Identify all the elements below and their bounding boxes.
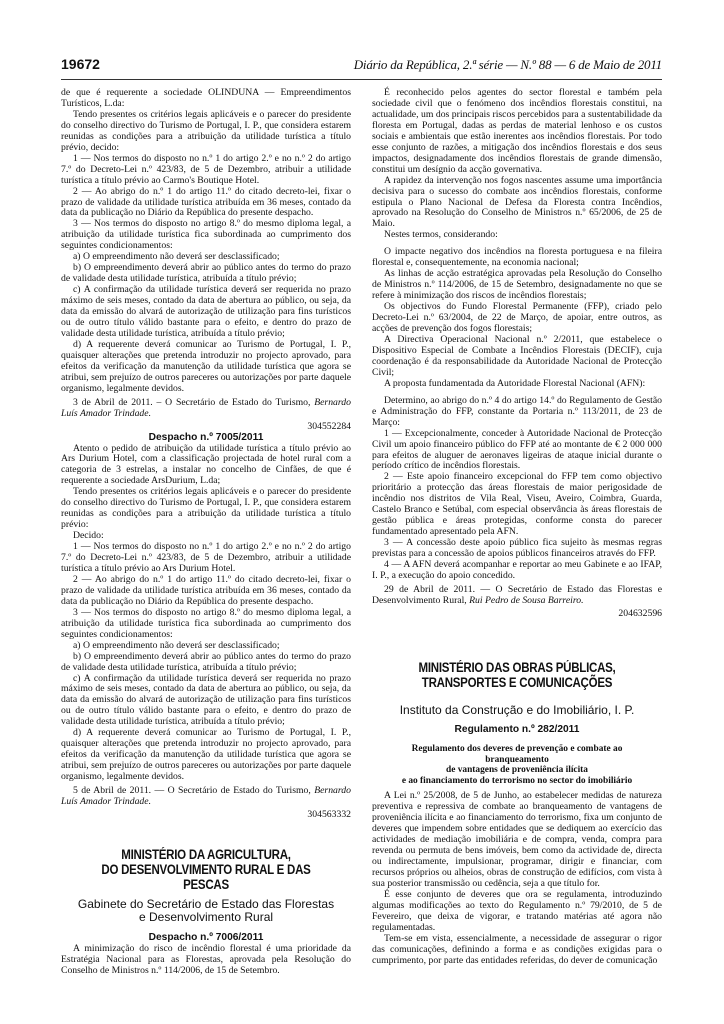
document-code: 304563332 [307, 808, 351, 820]
paragraph: Tendo presentes os critérios legais aplicáveis e o parecer do presidente do conselho directivo do Turismo de Portugal, I. P., que considera estarem reunidas as condições para a atribuição da utilidade turística a título prévio, decido: [61, 108, 351, 153]
signature: 3 de Abril de 2011. – O Secretário de Estado do Turismo, Bernardo Luís Amador Trindade. [61, 396, 351, 419]
paragraph: d) A requerente deverá comunicar ao Turismo de Portugal, I. P., quaisquer alterações que pretenda introduzir no projecto aprovado, para efeitos da verificação da manutenção da utilidade turística que agora se atribui, sem prejuízo de outros pareceres ou autorizações por parte daquele organismo, legalmente devidos. [61, 338, 351, 394]
paragraph: Decido: [73, 530, 104, 542]
page-header [61, 56, 662, 78]
paragraph: d) A requerente deverá comunicar ao Turismo de Portugal, I. P., quaisquer alterações que pretenda introduzir no projecto aprovado, para efeitos da verificação da manutenção da utilidade turística que agora se atribui, sem prejuízo de outros pareceres ou autorizações por parte daquele organismo, legalmente devidos. [61, 727, 351, 783]
header-rule [61, 79, 662, 80]
paragraph: 2 — Ao abrigo do n.º 1 do artigo 11.º do citado decreto-lei, fixar o prazo de validade da utilidade turística atribuída em 36 meses, contado da data da publicação no Diário da República do presente despacho. [61, 573, 351, 607]
paragraph: c) A confirmação da utilidade turística deverá ser requerida no prazo máximo de seis meses, contado da data de abertura ao público, ou seja, da data da emissão do alvará de autorização de utilização para fins turísticos ou de outro título válido bastante para o efeito, e dentro do prazo de validade desta utilidade turística, atribuída a título prévio; [61, 672, 351, 728]
paragraph: 3 — Nos termos do disposto no artigo 8.º do mesmo diploma legal, a atribuição da utilidade turística fica subordinada ao cumprimento dos seguintes condicionamentos: [61, 218, 351, 252]
paragraph: a) O empreendimento não deverá ser desclassificado; [73, 639, 280, 651]
right-column [372, 88, 662, 967]
signatory-name: Rui Pedro de Sousa Barreiro. [469, 594, 584, 606]
institute-heading: Instituto da Construção e do Imobiliário, I. P. [399, 702, 635, 717]
paragraph: A Directiva Operacional Nacional n.º 2/2011, que estabelece o Dispositivo Especial de Combate a Incêndios Florestais (DECIF), cuja coordenação é da responsabilidade da Autoridade Nacional de Protecção Civil; [372, 333, 662, 378]
paragraph: 1 — Nos termos do disposto no n.º 1 do artigo 2.º e no n.º 2 do artigo 7.º do Decreto-Lei n.º 423/83, de 5 de Dezembro, atribuir a utilidade turística a título prévio ao Carmo's Boutique Hotel. [61, 152, 351, 186]
paragraph: 3 — Nos termos do disposto no artigo 8.º do mesmo diploma legal, a atribuição da utilidade turística fica subordinada ao cumprimento dos seguintes condicionamentos: [61, 606, 351, 640]
paragraph: O impacte negativo dos incêndios na floresta portuguesa e na fileira florestal e, consequentemente, na economia nacional; [372, 246, 662, 269]
regulamento-heading: Regulamento n.º 282/2011 [454, 724, 580, 736]
ministry-heading: MINISTÉRIO DAS OBRAS PÚBLICAS, TRANSPORTES E COMUNICAÇÕES [418, 659, 616, 690]
paragraph: b) O empreendimento deverá abrir ao público antes do termo do prazo de validade desta utilidade turística, atribuída a título prévio; [61, 650, 351, 673]
journal-title: Diário da República, 2.ª série — N.º 88 — 6 de Maio de 2011 [353, 57, 662, 72]
page-number: 19672 [61, 56, 100, 72]
paragraph: 4 — A AFN deverá acompanhar e reportar ao meu Gabinete e ao IFAP, I. P., a execução do apoio concedido. [372, 559, 662, 581]
paragraph: É esse conjunto de deveres que ora se regulamenta, introduzindo algumas modificações ao texto do Regulamento n.º 79/2010, de 5 de Fevereiro, que deixa de vigorar, e tratando matérias até agora não regulamentadas. [372, 888, 662, 933]
paragraph: As linhas de acção estratégica aprovadas pela Resolução do Conselho de Ministros n.º 114/2006, de 15 de Setembro, designadamente no que se refere à minimização dos riscos de incêndios florestais; [372, 268, 662, 302]
paragraph: A rapidez da intervenção nos fogos nascentes assume uma importância decisiva para o sucesso do combate aos incêndios florestais, conforme estipula o Plano Nacional de Defesa da Floresta contra Incêndios, aprovado na Resolução do Conselho de Ministros n.º 65/2006, de 25 de Maio. [372, 174, 662, 230]
paragraph: b) O empreendimento deverá abrir ao público antes do termo do prazo de validade desta utilidade turística, atribuída a título prévio; [61, 262, 351, 285]
paragraph: 1 — Excepcionalmente, conceder à Autoridade Nacional de Protecção Civil um apoio financeiro público do FFP até ao montante de € 2 000 000 para efeitos de aluguer de aeronaves ligeiras de ataque inicial durante o período crítico de incêndios florestais. [372, 427, 662, 472]
document-code: 204632596 [618, 607, 662, 619]
paragraph: Tendo presentes os critérios legais aplicáveis e o parecer do presidente do conselho directivo do Turismo de Portugal, I. P., que considera estarem reunidas as condições para a atribuição da utilidade turística a título prévio: [61, 486, 351, 531]
paragraph: Tem-se em vista, essencialmente, a necessidade de assegurar o rigor das comunicações, definindo a forma e as condições exigidas para o cumprimento, por parte das entidades referidas, do dever de comunicação [372, 932, 662, 966]
despacho-heading: Despacho n.º 7006/2011 [148, 931, 264, 943]
paragraph: c) A confirmação da utilidade turística deverá ser requerida no prazo máximo de seis meses, contado da data de abertura ao público, ou seja, da data da emissão do alvará de autorização de utilização para fins turísticos ou de outro título válido bastante para o efeito, e dentro do prazo de validade desta utilidade turística, atribuída a título prévio; [61, 284, 351, 339]
signature: 5 de Abril de 2011. — O Secretário de Estado do Turismo, Bernardo Luís Amador Trindade. [61, 785, 351, 807]
despacho-heading: Despacho n.º 7005/2011 [148, 431, 264, 443]
paragraph: A Lei n.º 25/2008, de 5 de Junho, ao estabelecer medidas de natureza preventiva e repressiva de combate ao branqueamento de vantagens de proveniência ilícita e ao financiamento do terrorismo, fixa um conjunto de deveres que impendem sobre entidades que se dediquem ao exercício das actividades de mediação imobiliária e de compra, venda, compra para revenda ou permuta de bens imóveis, bem como da actividade de, directa ou indirectamente, impulsionar, programar, dirigir e financiar, com recursos próprios ou alheios, obras de construção de edifícios, com vista à sua posterior transmissão ou cedência, seja a que título for. [372, 790, 662, 889]
paragraph: Determino, ao abrigo do n.º 4 do artigo 14.º do Regulamento de Gestão e Administração do FFP, constante da Portaria n.º 113/2011, de 23 de Março: [372, 394, 662, 428]
document-code: 304552284 [307, 420, 351, 432]
signatory-name: Bernardo Luís Amador Trindade. [61, 785, 351, 807]
paragraph: 2 — Ao abrigo do n.º 1 do artigo 11.º do citado decreto-lei, fixar o prazo de validade da utilidade turística atribuída em 36 meses, contado da data da publicação no Diário da República do presente despacho. [61, 185, 351, 219]
regulamento-subtitle: Regulamento dos deveres de prevenção e combate ao branqueamento de vantagens de proveniência ilícita e ao financiamento do terrorismo no sector do imobiliário [401, 744, 633, 786]
signature: 29 de Abril de 2011. — O Secretário de Estado das Florestas e Desenvolvimento Rural, Rui Pedro de Sousa Barreiro. [372, 583, 662, 606]
paragraph: A minimização do risco de incêndio florestal é uma prioridade da Estratégia Nacional para as Florestas, aprovada pela Resolução do Conselho de Ministros n.º 114/2006, de 15 de Setembro. [61, 942, 351, 976]
paragraph: de que é requerente a sociedade OLINDUNA — Empreendimentos Turísticos, L.da: [61, 87, 351, 109]
paragraph: 3 — A concessão deste apoio público fica sujeito às mesmas regras previstas para a concessão de apoios públicos financeiros através do FFP. [372, 537, 662, 560]
paragraph: Atento o pedido de atribuição da utilidade turística a título prévio ao Ars Durium Hotel, com a classificação projectada de hotel rural com a categoria de 3 estrelas, a instalar no concelho de Cinfães, de que é requerente a sociedade ArsDurium, L.da; [61, 442, 351, 487]
paragraph: 1 — Nos termos do disposto no n.º 1 do artigo 2.º e no n.º 2 do artigo 7.º do Decreto-Lei n.º 423/83, de 5 de Dezembro, atribuir a utilidade turística a título prévio ao Ars Durium Hotel. [61, 541, 351, 574]
paragraph: Os objectivos do Fundo Florestal Permanente (FFP), criado pelo Decreto-Lei n.º 63/2004, de 22 de Março, de apoiar, entre outros, as acções de prevenção dos fogos florestais; [372, 301, 662, 335]
paragraph: É reconhecido pelos agentes do sector florestal e também pela sociedade civil que o fenómeno dos incêndios florestais constitui, na actualidade, um dos principais riscos percebidos para a sustentabilidade da floresta em Portugal, dadas as perdas de material lenhoso e os custos sociais e ambientais que estão inerentes aos incêndios florestais. Por todo esse conjunto de razões, a mitigação dos incêndios florestais e dos seus impactos, designadamente dos incêndios florestais de grande dimensão, constitui um desígnio da acção governativa. [372, 87, 662, 175]
paragraph: a) O empreendimento não deverá ser desclassificado; [73, 251, 280, 263]
left-column [61, 88, 351, 977]
paragraph: A proposta fundamentada da Autoridade Florestal Nacional (AFN): [384, 377, 646, 389]
signatory-name: Bernardo Luís Amador Trindade. [61, 396, 351, 419]
paragraph: Nestes termos, considerando: [384, 229, 498, 241]
paragraph: 2 — Este apoio financeiro excepcional do FFP tem como objectivo prioritário a protecção das áreas florestais de maior perigosidade de incêndio nos distritos de Vila Real, Viseu, Aveiro, Coimbra, Guarda, Castelo Branco e Setúbal, com especial observância às áreas florestais de gestão pública e áreas protegidas, conforme consta do parecer fundamentado apresentado pela AFN. [372, 471, 662, 538]
ministry-heading: MINISTÉRIO DA AGRICULTURA, DO DESENVOLVIMENTO RURAL E DAS PESCAS [101, 846, 311, 892]
cabinet-heading: Gabinete do Secretário de Estado das Florestas e Desenvolvimento Rural [77, 896, 335, 925]
